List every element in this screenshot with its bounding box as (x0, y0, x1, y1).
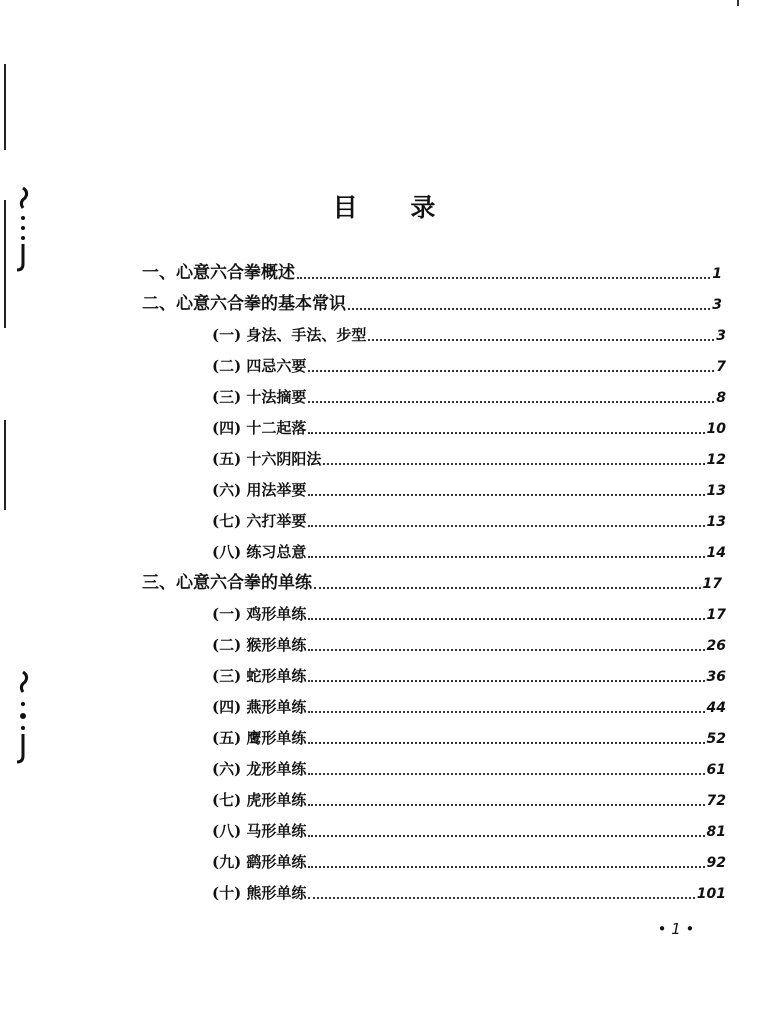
toc-entry-label: (一) 身法、手法、步型 (212, 326, 367, 344)
toc-entry-label: (九) 鹞形单练 (212, 853, 307, 871)
dot-leader (308, 773, 704, 775)
toc-entry-page: 10 (706, 421, 726, 437)
toc-entry-page: 13 (706, 514, 726, 530)
toc-entry-label: (一) 鸡形单练 (212, 605, 307, 623)
toc-entry-label: (七) 虎形单练 (212, 791, 307, 809)
toc-entry-label: (四) 燕形单练 (212, 698, 307, 716)
dot-leader (308, 804, 704, 806)
toc-section-entry[interactable] (212, 727, 726, 749)
toc-entry-page: 72 (706, 793, 726, 809)
dot-leader (308, 680, 704, 682)
toc-entry-label: (五) 鹰形单练 (212, 729, 307, 747)
toc-entry-label: 二、心意六合拳的基本常识 (142, 294, 346, 314)
toc-entry-page: 92 (706, 855, 726, 871)
toc-entry-page: 7 (716, 359, 726, 375)
toc-section-entry[interactable] (212, 541, 726, 563)
toc-section-entry[interactable] (212, 820, 726, 842)
scan-tick-mark (737, 0, 739, 6)
toc-section-entry[interactable] (212, 851, 726, 873)
dot-leader (297, 277, 710, 279)
toc-entry-label: (六) 龙形单练 (212, 760, 307, 778)
toc-section-entry[interactable] (212, 603, 726, 625)
toc-entry-page: 101 (696, 886, 726, 902)
dot-leader (308, 370, 714, 372)
toc-entry-page: 17 (702, 576, 722, 592)
toc-entry-label: (十) 熊形单练 (212, 884, 307, 902)
toc-entry-page: 13 (706, 483, 726, 499)
toc-chapter-entry[interactable] (142, 293, 722, 315)
toc-entry-label: (五) 十六阴阳法 (212, 450, 322, 468)
toc-entry-page: 14 (706, 545, 726, 561)
toc-section-entry[interactable] (212, 758, 726, 780)
binding-line-lower (4, 420, 6, 510)
dot-leader (308, 835, 704, 837)
toc-entry-page: 52 (706, 731, 726, 747)
toc-entry-page: 81 (706, 824, 726, 840)
dot-leader (308, 742, 704, 744)
toc-entry-page: 61 (706, 762, 726, 778)
toc-chapter-entry[interactable] (142, 572, 722, 594)
dot-leader (308, 897, 694, 899)
toc-entry-page: 12 (706, 452, 726, 468)
dot-leader (308, 525, 704, 527)
toc-entry-label: (八) 练习总意 (212, 543, 307, 561)
toc-chapter-entry[interactable] (142, 262, 722, 284)
binding-line-top (4, 64, 6, 150)
toc-section-entry[interactable] (212, 789, 726, 811)
toc-entry-page: 3 (716, 328, 726, 344)
dot-leader (314, 587, 701, 589)
toc-entry-page: 3 (712, 297, 722, 313)
toc-entry-label: (七) 六打举要 (212, 512, 307, 530)
toc-entry-label: (八) 马形单练 (212, 822, 307, 840)
dot-leader (308, 401, 714, 403)
dot-leader (308, 432, 704, 434)
toc-entry-page: 44 (706, 700, 726, 716)
toc-entry-label: 三、心意六合拳的单练 (142, 573, 312, 593)
toc-entry-label: (四) 十二起落 (212, 419, 307, 437)
toc-entry-label: 一、心意六合拳概述 (142, 263, 295, 283)
dot-leader (308, 618, 704, 620)
toc-entry-label: (二) 四忌六要 (212, 357, 307, 375)
toc-entry-label: (二) 猴形单练 (212, 636, 307, 654)
dot-leader (308, 494, 704, 496)
dot-leader (308, 866, 704, 868)
toc-section-entry[interactable] (212, 665, 726, 687)
dot-leader (308, 649, 704, 651)
toc-section-entry[interactable] (212, 510, 726, 532)
page-title: 目 录 (332, 193, 458, 222)
dot-leader (308, 556, 704, 558)
toc-entry-label: (六) 用法举要 (212, 481, 307, 499)
toc-entry-page: 17 (706, 607, 726, 623)
toc-entry-page: 26 (706, 638, 726, 654)
toc-entry-label: (三) 蛇形单练 (212, 667, 307, 685)
dot-leader (348, 308, 710, 310)
toc-section-entry[interactable] (212, 882, 726, 904)
toc-section-entry[interactable] (212, 386, 726, 408)
toc-section-entry[interactable] (212, 355, 726, 377)
dot-leader (308, 711, 704, 713)
toc-section-entry[interactable] (212, 448, 726, 470)
toc-section-entry[interactable] (212, 634, 726, 656)
dot-leader (368, 339, 714, 341)
toc-section-entry[interactable] (212, 479, 726, 501)
toc-entry-page: 1 (712, 266, 722, 282)
toc-entry-label: (三) 十法摘要 (212, 388, 307, 406)
margin-stamp-lower (14, 670, 32, 766)
toc-section-entry[interactable] (212, 417, 726, 439)
toc-section-entry[interactable] (212, 696, 726, 718)
page-number: • 1 • (657, 920, 695, 938)
dot-leader (323, 463, 704, 465)
toc-section-entry[interactable] (212, 324, 726, 346)
toc-entry-page: 36 (706, 669, 726, 685)
toc-entry-page: 8 (716, 390, 726, 406)
